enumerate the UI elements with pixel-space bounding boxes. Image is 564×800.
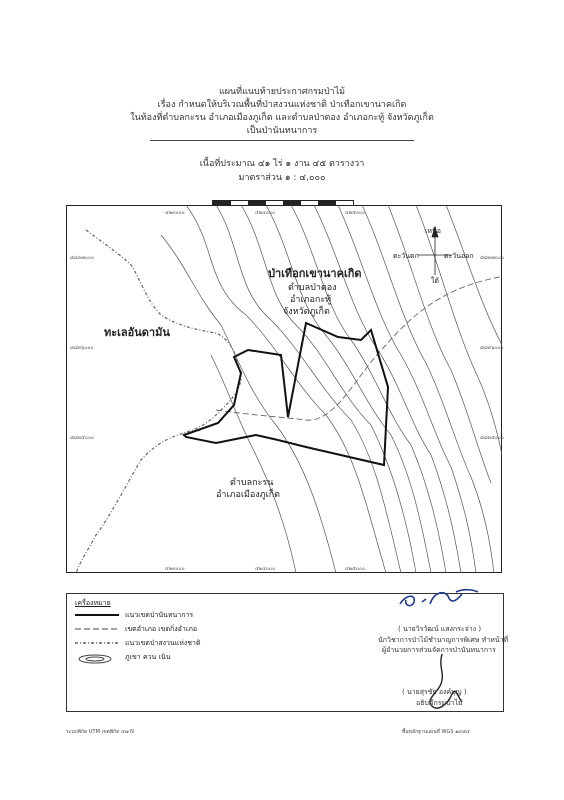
- legend-item-reserve: แนวเขตป่าสงวนแห่งชาติ: [75, 638, 255, 650]
- signature-1-handwriting: [392, 586, 482, 612]
- compass-south: ใต้: [431, 277, 439, 285]
- signature-2-title: อธิบดีกรมป่าไม้: [416, 699, 463, 707]
- footer-right: พื้นหลักฐานแผนที่ WGS ๑๙๘๔: [402, 729, 470, 735]
- map-frame: [66, 205, 505, 573]
- hill-symbol: [75, 654, 119, 664]
- grid-tick-bottom: ๔๒๕๐๐๐: [345, 566, 366, 572]
- grid-tick-left: ๘๘๓๖๐๐๐: [70, 345, 94, 351]
- legend-item-recreation: แนวเขตป่านันทนาการ: [75, 610, 255, 622]
- dash-dot-line-symbol: [75, 640, 119, 646]
- grid-tick-top: ๔๒๓๐๐๐: [165, 210, 185, 216]
- area-text: เนื้อที่ประมาณ ๔๑ ไร่ ๑ งาน ๔๕ ตารางวา: [199, 159, 365, 169]
- label-patong-3: จังหวัดภูเก็ต: [283, 307, 330, 317]
- signature-1-title-2: ผู้อำนวยการส่วนจัดการป่านันทนาการ: [382, 646, 496, 654]
- signature-1-name: ( นายวิรวัฒน์ แสงกระจ่าง ): [398, 625, 482, 633]
- grid-tick-right: ๘๘๓๖๐๐๐: [480, 345, 504, 351]
- grid-tick-right: ๘๘๓๕๐๐๐: [480, 435, 505, 441]
- label-patong-2: อำเภอกะทู้: [290, 295, 332, 305]
- title-line-4: เป็นป่านันทนาการ: [246, 126, 318, 136]
- legend-item-hill: ภูเขา ควน เนิน: [75, 652, 255, 664]
- signature-2-name: ( นายสุรชัย องค์บุญ ): [402, 688, 467, 696]
- grid-tick-left: ๘๘๓๕๐๐๐: [70, 435, 95, 441]
- grid-tick-right: ๘๘๓๗๐๐๐: [480, 255, 505, 261]
- footer-left: ระบบพิกัด UTM เขตพิกัด ๔๗ N: [66, 729, 134, 735]
- grid-tick-bottom: ๔๒๓๐๐๐: [165, 566, 185, 572]
- title-line-3: ในท้องที่ตำบลกะรน อำเภอเมืองภูเก็ต และตำบลป่าตอง อำเภอกะทู้ จังหวัดภูเก็ต: [130, 113, 434, 123]
- compass-west: ตะวันตก: [393, 252, 419, 260]
- compass-north: เหนือ: [425, 227, 441, 235]
- compass-east: ตะวันออก: [444, 252, 474, 260]
- legend-title: เครื่องหมาย: [75, 599, 111, 607]
- grid-tick-bottom: ๔๒๔๐๐๐: [255, 566, 276, 572]
- title-line-1: แผนที่แนบท้ายประกาศกรมป่าไม้: [218, 87, 346, 97]
- label-karon-2: อำเภอเมืองภูเก็ต: [216, 490, 280, 500]
- signature-2-handwriting: [412, 650, 472, 720]
- label-sea: ทะเลอันดามัน: [104, 326, 170, 339]
- signature-1-title-1: นักวิชาการป่าไม้ชำนาญการพิเศษ ทำหน้าที่: [378, 636, 509, 644]
- grid-tick-top: ๔๒๔๐๐๐: [255, 210, 276, 216]
- legend-item-district: เขตอำเภอ เขตกิ่งอำเภอ: [75, 624, 255, 636]
- grid-tick-top: ๔๒๕๐๐๐: [345, 210, 366, 216]
- label-forest: ป่าเทือกเขานาคเกิด: [268, 267, 362, 280]
- header-divider: [150, 140, 414, 141]
- label-patong-1: ตำบลป่าตอง: [288, 283, 337, 293]
- dashed-line-symbol: [75, 626, 119, 632]
- label-karon-1: ตำบลกะรน: [230, 478, 274, 488]
- title-line-2: เรื่อง กำหนดให้บริเวณพื้นที่ป่าสงวนแห่งชาติ ป่าเทือกเขานาคเกิด: [157, 100, 407, 110]
- solid-line-symbol: [75, 612, 119, 618]
- scale-text: มาตราส่วน ๑ : ๔,๐๐๐: [238, 173, 326, 183]
- grid-tick-left: ๘๘๓๗๐๐๐: [70, 255, 95, 261]
